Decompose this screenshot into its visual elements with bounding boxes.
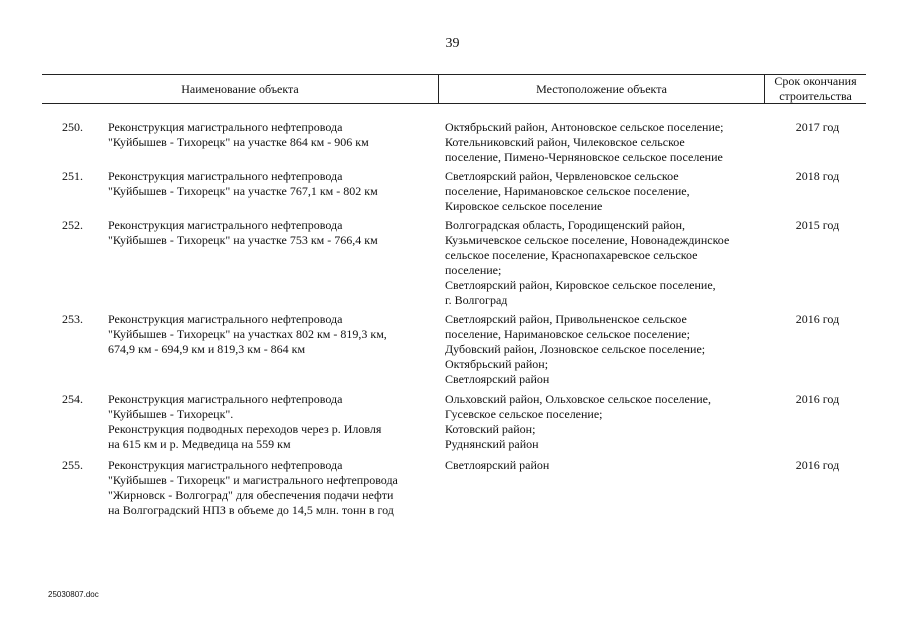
- object-location: [445, 169, 765, 214]
- header-term-line-1: Срок окончания: [774, 74, 857, 88]
- object-name-line: на 615 км и р. Медведица на 559 км: [108, 437, 291, 451]
- object-location-line: Октябрьский район, Антоновское сельское поселение;: [445, 120, 724, 134]
- row-number: 255.: [62, 458, 83, 472]
- object-name-line: Реконструкция магистрального нефтепровода: [108, 120, 343, 134]
- object-name-line: "Куйбышев - Тихорецк".: [108, 407, 234, 421]
- completion-term: 2017 год: [795, 120, 840, 134]
- object-name: [108, 312, 433, 357]
- object-name: [108, 218, 433, 248]
- object-location-line: Кировское сельское поселение: [445, 199, 603, 213]
- object-name-line: "Куйбышев - Тихорецк" и магистрального нефтепровода: [108, 473, 398, 487]
- object-location-line: Волгоградская область, Городищенский район,: [445, 218, 686, 232]
- object-location-line: поселение, Пимено-Черняновское сельское поселение: [445, 150, 723, 164]
- object-location-line: г. Волгоград: [445, 293, 508, 307]
- completion-term: 2016 год: [795, 392, 840, 406]
- completion-term: 2015 год: [795, 218, 840, 232]
- object-name-line: Реконструкция магистрального нефтепровода: [108, 392, 343, 406]
- table-top-rule: [42, 74, 866, 75]
- completion-term: 2016 год: [795, 458, 840, 472]
- table-header-rule: [42, 103, 866, 104]
- object-location-line: Светлоярский район: [445, 372, 550, 386]
- object-location-line: Котельниковский район, Чилековское сельское: [445, 135, 685, 149]
- footer-filename: 25030807.doc: [48, 590, 99, 599]
- page-number: 39: [445, 36, 460, 51]
- object-location-line: Кузьмичевское сельское поселение, Новонадеждинское: [445, 233, 730, 247]
- object-location: [445, 312, 765, 387]
- object-location-line: поселение, Наримановское сельское поселение;: [445, 327, 690, 341]
- object-name-line: 674,9 км - 694,9 км и 819,3 км - 864 км: [108, 342, 306, 356]
- object-location: [445, 458, 765, 473]
- object-name-line: "Куйбышев - Тихорецк" на участке 753 км - 766,4 км: [108, 233, 378, 247]
- object-location: [445, 218, 765, 308]
- object-location-line: Ольховский район, Ольховское сельское поселение,: [445, 392, 712, 406]
- object-location-line: Светлоярский район, Червленовское сельское: [445, 169, 679, 183]
- object-name-line: Реконструкция подводных переходов через р. Иловля: [108, 422, 382, 436]
- header-object-location: Местоположение объекта: [536, 82, 667, 96]
- object-location-line: Светлоярский район: [445, 458, 550, 472]
- object-name-line: "Куйбышев - Тихорецк" на участке 864 км - 906 км: [108, 135, 369, 149]
- object-name-line: Реконструкция магистрального нефтепровода: [108, 458, 343, 472]
- object-location-line: Руднянский район: [445, 437, 539, 451]
- object-location-line: Октябрьский район;: [445, 357, 549, 371]
- object-name: [108, 392, 433, 452]
- object-name-line: Реконструкция магистрального нефтепровода: [108, 218, 343, 232]
- header-term-line-2: строительства: [779, 89, 852, 103]
- object-location-line: Дубовский район, Лозновское сельское поселение;: [445, 342, 706, 356]
- object-location-line: Светлоярский район, Привольненское сельское: [445, 312, 687, 326]
- object-location-line: поселение, Наримановское сельское поселение,: [445, 184, 690, 198]
- object-location-line: Котовский район;: [445, 422, 536, 436]
- object-name-line: Реконструкция магистрального нефтепровода: [108, 169, 343, 183]
- completion-term: 2018 год: [795, 169, 840, 183]
- object-location: [445, 392, 765, 452]
- object-location-line: Гусевское сельское поселение;: [445, 407, 603, 421]
- object-name-line: "Куйбышев - Тихорецк" на участке 767,1 км - 802 км: [108, 184, 378, 198]
- object-name-line: "Жирновск - Волгоград" для обеспечения подачи нефти: [108, 488, 394, 502]
- header-object-name: Наименование объекта: [181, 82, 299, 96]
- row-number: 250.: [62, 120, 83, 134]
- object-location: [445, 120, 765, 165]
- row-number: 254.: [62, 392, 83, 406]
- object-location-line: Светлоярский район, Кировское сельское поселение,: [445, 278, 716, 292]
- row-number: 251.: [62, 169, 83, 183]
- row-number: 253.: [62, 312, 83, 326]
- object-name: [108, 458, 433, 518]
- object-location-line: поселение;: [445, 263, 502, 277]
- object-location-line: сельское поселение, Краснопахаревское сельское: [445, 248, 698, 262]
- row-number: 252.: [62, 218, 83, 232]
- completion-term: 2016 год: [795, 312, 840, 326]
- object-name: [108, 120, 433, 150]
- object-name-line: Реконструкция магистрального нефтепровода: [108, 312, 343, 326]
- object-name-line: на Волгоградский НПЗ в объеме до 14,5 млн. тонн в год: [108, 503, 394, 517]
- object-name-line: "Куйбышев - Тихорецк" на участках 802 км - 819,3 км,: [108, 327, 387, 341]
- header-completion-term: [765, 74, 866, 104]
- object-name: [108, 169, 433, 199]
